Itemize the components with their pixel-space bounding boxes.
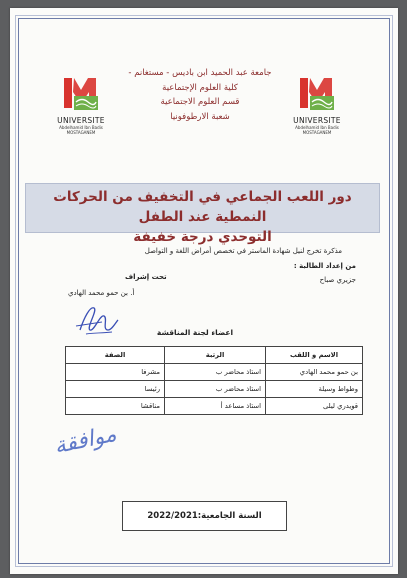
supervisor-name: أ. بن حمو محمد الهادي	[68, 289, 135, 297]
member-role: مشرفا	[66, 364, 165, 381]
member-rank: استاذ محاضر ب	[165, 381, 266, 398]
logo-university-text: UNIVERSITE	[293, 116, 341, 125]
thesis-title-line2: التوحدي درجة خفيفة	[133, 229, 272, 245]
header-role: الصفة	[66, 347, 165, 364]
member-rank: استاذ محاضر ب	[165, 364, 266, 381]
institution-line: شعبة الارطوفونيا	[170, 111, 230, 122]
supervisor-label: تحت إشراف	[125, 273, 167, 281]
member-rank: استاذ مساعد أ	[165, 398, 266, 415]
table-header-row	[66, 347, 363, 364]
logo-subtitle: Abdelhamid Ibn Badis MOSTAGANEM	[59, 125, 103, 135]
signature-scribble	[72, 300, 122, 340]
table-row	[66, 364, 363, 381]
university-emblem-icon	[298, 76, 336, 116]
member-role: مناقشا	[66, 398, 165, 415]
thesis-title-line1: دور اللعب الجماعي في التخفيف من الحركات النمطية عند الطفل	[53, 189, 352, 225]
header-rank: الرتبة	[165, 347, 266, 364]
member-name: قويدري ليلى	[266, 398, 363, 415]
student-name: جزيري صباح	[319, 276, 356, 284]
member-role: رئيسا	[66, 381, 165, 398]
handwritten-approval: موافقة	[52, 421, 119, 460]
thesis-title-box	[25, 183, 380, 245]
institution-header	[100, 66, 300, 124]
thesis-description: مذكرة تخرج لنيل شهادة الماستر في تخصص أمراض اللغة و التواصل	[144, 247, 342, 255]
logo-subtitle: Abdelhamid Ibn Badis MOSTAGANEM	[295, 125, 339, 135]
university-emblem-icon	[62, 76, 100, 116]
institution-line: جامعة عبد الحميد ابن باديس - مستغانم -	[128, 68, 272, 78]
header-name: الاسم و اللقب	[266, 347, 363, 364]
academic-year-box: السنة الجامعية:2022/2021	[122, 501, 287, 531]
institution-line: كلية العلوم الإجتماعية	[162, 82, 238, 93]
member-name: بن حمو محمد الهادي	[266, 364, 363, 381]
table-row	[66, 398, 363, 415]
committee-table	[65, 346, 363, 415]
member-name: وطواط وسيلة	[266, 381, 363, 398]
committee-title: اعضاء لجنة المناقشة	[156, 328, 234, 337]
document-page	[10, 8, 398, 574]
institution-line: قسم العلوم الاجتماعية	[160, 97, 240, 107]
student-label: من إعداد الطالبة :	[293, 262, 356, 270]
logo-university-text: UNIVERSITE	[57, 116, 105, 125]
table-row	[66, 381, 363, 398]
